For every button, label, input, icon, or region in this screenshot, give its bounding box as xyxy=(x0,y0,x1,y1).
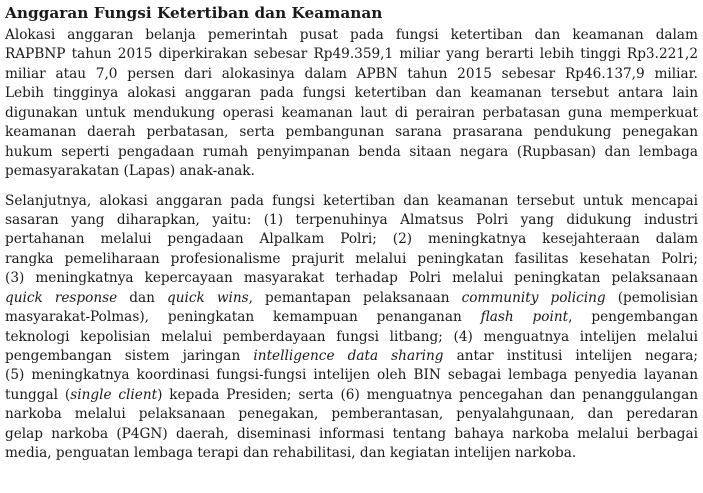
text-line: rangka pemeliharaan profesionalisme prajurit melalui peningkatan fasilitas kesehatan Polri; xyxy=(5,250,698,267)
text-line: Lebih tingginya alokasi anggaran pada fungsi ketertiban dan keamanan tersebut antara lain xyxy=(5,85,698,102)
text-run: , pengembangan xyxy=(568,309,698,326)
text-line xyxy=(5,347,698,366)
text-run: ) kepada Presiden; serta (6) menguatnya pencegahan dan penanggulangan xyxy=(157,386,698,403)
italic-term: community policing xyxy=(461,289,606,306)
paragraph-spacer xyxy=(5,182,698,192)
text-line: miliar atau 7,0 persen dari alokasinya dalam APBN tahun 2015 sebesar Rp46.137,9 miliar. xyxy=(5,65,698,82)
text-run: (pemolisian xyxy=(605,289,698,306)
text-line: narkoba melalui pelaksanaan penegakan, pemberantasan, penyalahgunaan, dan peredaran xyxy=(5,406,698,423)
text-line: hukum seperti pengadaan rumah penyimpanan benda sitaan negara (Rupbasan) dan lembaga xyxy=(5,143,698,160)
text-line xyxy=(5,386,698,405)
italic-term: quick response xyxy=(5,289,118,306)
text-run: , pemantapan pelaksanaan xyxy=(248,289,462,306)
text-line: digunakan untuk mendukung operasi keamanan laut di perairan perbatasan guna memperkuat xyxy=(5,104,698,121)
paragraph-targets xyxy=(5,192,698,464)
text-line: pemasyarakatan (Lapas) anak-anak. xyxy=(5,163,255,180)
text-line: sasaran yang diharapkan, yaitu: (1) terpenuhinya Almatsus Polri yang didukung industri xyxy=(5,211,698,228)
text-line: teknologi kepolisian melalui pemberdayaan fungsi litbang; (4) menguatnya intelijen melalui xyxy=(5,328,698,345)
text-line: media, penguatan lembaga terapi dan rehabilitasi, dan kegiatan intelijen narkoba. xyxy=(5,445,577,462)
text-run: antar institusi intelijen negara; xyxy=(443,348,698,364)
text-line: (5) meningkatnya koordinasi fungsi-fungsi intelijen oleh BIN sebagai lembaga penyedia layanan xyxy=(5,367,698,384)
text-run: tunggal ( xyxy=(5,386,71,403)
text-line xyxy=(5,308,698,327)
text-line: gelap narkoba (P4GN) daerah, diseminasi informasi tentang bahaya narkoba melalui berbagai xyxy=(5,425,698,442)
text-line: keamanan daerah perbatasan, serta pembangunan sarana prasarana pendukung penegakan xyxy=(5,124,698,141)
text-run: masyarakat-Polmas), peningkatan kemampuan penanganan xyxy=(5,309,481,326)
text-line: (3) meningkatnya kepercayaan masyarakat terhadap Polri melalui peningkatan pelaksanaan xyxy=(5,270,698,287)
document-page xyxy=(5,2,698,464)
text-line: Selanjutnya, alokasi anggaran pada fungsi ketertiban dan keamanan tersebut untuk mencapai xyxy=(5,192,698,209)
italic-term: quick wins xyxy=(166,289,249,306)
text-run: dan xyxy=(117,289,167,306)
text-line: pertahanan melalui pengadaan Alpalkam Polri; (2) meningkatnya kesejahteraan dalam xyxy=(5,231,698,248)
italic-term: intelligence data sharing xyxy=(253,348,444,364)
italic-term: single client xyxy=(70,386,158,403)
paragraph-budget-allocation xyxy=(5,26,698,182)
text-line: Alokasi anggaran belanja pemerintah pusat pada fungsi ketertiban dan keamanan dalam xyxy=(5,27,698,43)
text-run: pengembangan sistem jaringan xyxy=(5,348,254,364)
section-heading: Anggaran Fungsi Ketertiban dan Keamanan xyxy=(5,4,383,22)
text-line: RAPBNP tahun 2015 diperkirakan sebesar Rp49.359,1 miliar yang berarti lebih tinggi Rp3.221,2 xyxy=(5,46,698,63)
italic-term: flash point xyxy=(480,309,569,326)
text-line xyxy=(5,289,698,308)
